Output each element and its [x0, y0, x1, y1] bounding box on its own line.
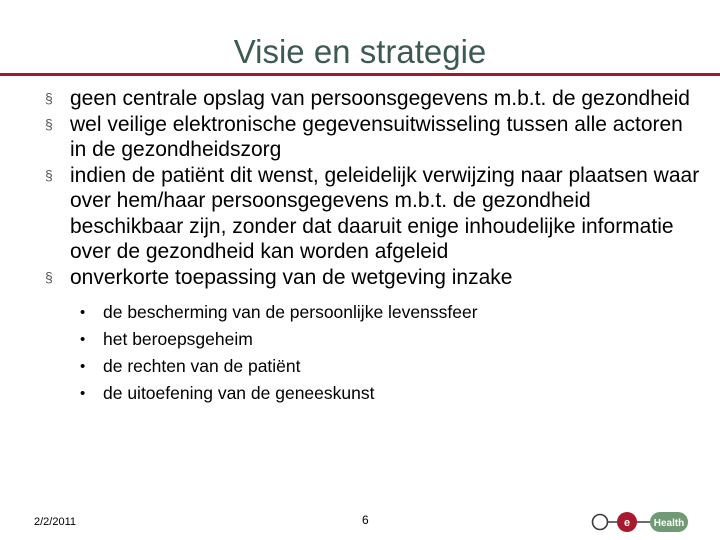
- slide-title: Visie en strategie: [233, 33, 487, 70]
- sub-bullet-text: de uitoefening van de geneeskunst: [103, 383, 375, 403]
- dot-icon: •: [80, 331, 86, 348]
- bullet-item: [45, 112, 705, 163]
- sub-bullet-list: [70, 299, 705, 407]
- bullet-marker-icon: §: [45, 166, 53, 183]
- page-number: 6: [362, 513, 369, 527]
- ehealth-logo: [590, 507, 690, 537]
- bullet-list: [45, 86, 705, 407]
- sub-bullet-item: [70, 326, 705, 353]
- bullet-item: [45, 163, 705, 265]
- bullet-marker-icon: §: [45, 90, 53, 106]
- logo-health-word: Health: [653, 518, 685, 529]
- sub-bullet-text: het beroepsgeheim: [103, 329, 253, 349]
- title-divider: [0, 73, 720, 76]
- bullet-item: [45, 265, 705, 408]
- dot-icon: •: [80, 304, 86, 321]
- footer-date: 2/2/2011: [34, 516, 77, 528]
- sub-bullet-item: [70, 299, 705, 326]
- sub-bullet-item: [70, 380, 705, 407]
- dot-icon: •: [80, 358, 86, 375]
- bullet-item: [45, 86, 705, 112]
- logo-ring-icon: [593, 515, 608, 530]
- bullet-marker-icon: §: [45, 268, 53, 285]
- sub-bullet-text: de rechten van de patiënt: [103, 356, 301, 376]
- bullet-text: indien de patiënt dit wenst, geleidelijk verwijzing naar plaatsen waar over hem/haar persoonsgegevens m.b.t. de gezondheid beschikbaar zijn, zonder dat daaruit enige inhoudelijke informatie over de gezondheid kan worden afgeleid: [70, 163, 700, 263]
- sub-bullet-item: [70, 353, 705, 380]
- bullet-marker-icon: §: [45, 115, 53, 132]
- bullet-text: wel veilige elektronische gegevensuitwisseling tussen alle actoren in de gezondheidszorg: [70, 112, 683, 161]
- dot-icon: •: [80, 385, 86, 402]
- logo-e-letter: e: [623, 517, 631, 529]
- bullet-text: geen centrale opslag van persoonsgegevens m.b.t. de gezondheid: [70, 87, 690, 110]
- sub-bullet-text: de bescherming van de persoonlijke levenssfeer: [103, 302, 478, 322]
- bullet-text: onverkorte toepassing van de wetgeving inzake: [70, 265, 513, 289]
